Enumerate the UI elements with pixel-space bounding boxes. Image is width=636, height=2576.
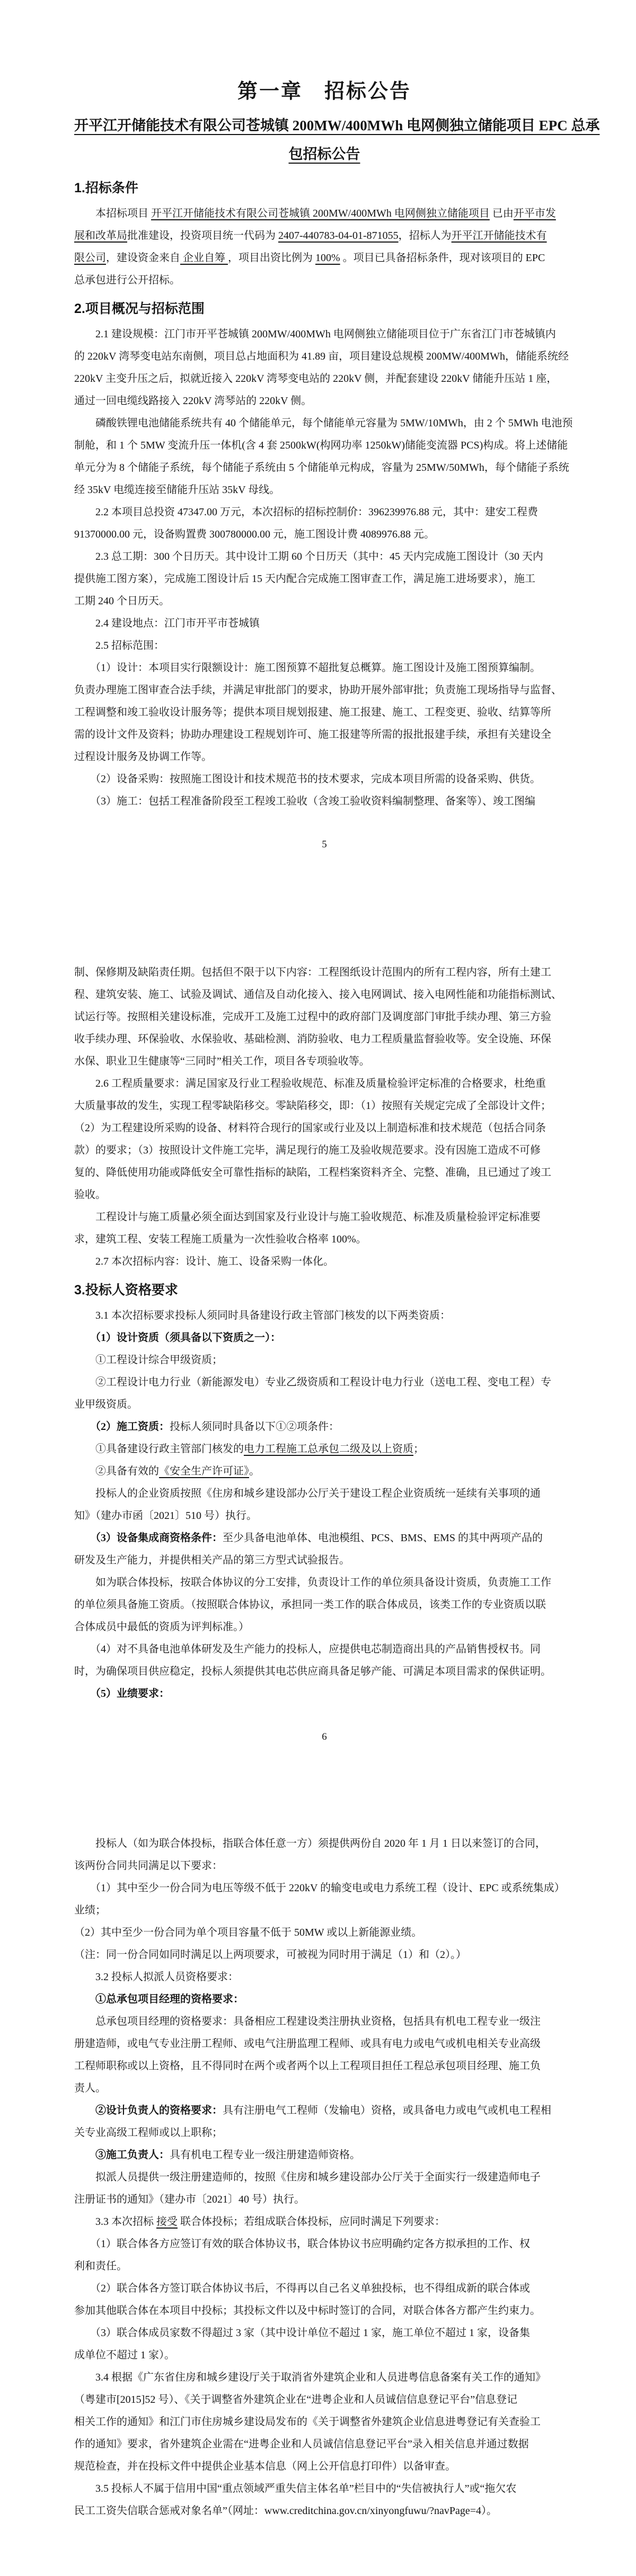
paragraph (74, 323, 575, 412)
bold-text: ②设计负责人的资格要求： (74, 2105, 223, 2116)
text-line: 复的、降低使用功能或降低安全可靠性指标的缺陷，工程档案资料齐全、完整、准确，且已通过了竣工 (74, 1167, 551, 1178)
text-line: 关专业高级工程师或以上职称； (74, 2127, 223, 2139)
text-line: （2）施工资质：投标人须同时具备以下①②项条件： (74, 1421, 339, 1433)
text-line (74, 1327, 575, 1349)
text-line: 2.6 工程质量要求：满足国家及行业工程验收规范、标准及质量检验评定标准的合格要求，杜绝重 (74, 1078, 546, 1089)
underlined-text: 2407-440783-04-01-871055 (278, 230, 399, 241)
document (0, 78, 636, 2522)
text-line: 拟派人员提供一级注册建造师的，按照《住房和城乡建设部办公厅关于全面实行一级建造师电子 (74, 2171, 541, 2183)
text-line: 册建造师，或电气专业注册工程师、或电气注册监理工程师、或具有电力或电气或机电相关专业高级 (74, 2038, 541, 2050)
text-line: 工程调整和竣工验收设计服务等；提供本项目规划报建、施工报建、施工、工程变更、验收、结算等所 (74, 706, 551, 718)
bold-text: （5）业绩要求： (74, 1688, 170, 1700)
text-line: 3.5 投标人不属于信用中国“重点领域严重失信主体名单”栏目中的“失信被执行人”或“拖欠农 (74, 2483, 517, 2494)
text-line: 通过一回电缆线路接入 220kV 湾琴站的 220kV 侧。 (74, 395, 312, 407)
paragraph (74, 1877, 575, 1921)
text-line: 需的设计文件及资料；协助办理建设工程规划许可、施工报建等所需的报批报建手续，承担有关建设全 (74, 729, 551, 740)
text-line: 责人。 (74, 2082, 106, 2094)
paragraph (74, 657, 575, 768)
text-line: 负责办理施工图审查合法手续，并满足审批部门的要求，协助开展外部审批；负责施工现场指导与监督、 (74, 684, 562, 696)
text-line: 的 220kV 湾琴变电站东南侧，项目总占地面积为 41.89 亩，项目建设总规模 200MW/400MWh，储能系统经 (74, 351, 569, 362)
page-number: 6 (322, 1731, 327, 1742)
paragraph (74, 2366, 575, 2477)
text-line: （3）设备集成商资格条件：至少具备电池单体、电池模组、PCS、BMS、EMS 的其中两项产品的 (74, 1532, 543, 1544)
section-heading: 1.招标条件 (74, 181, 138, 195)
text-line: 大质量事故的发生，实现工程零缺陷移交。零缺陷移交，即：（1）按照有关规定完成了全部设计文件； (74, 1100, 551, 1112)
text-line: ②具备有效的《安全生产许可证》。 (74, 1465, 260, 1477)
text-line: 水保、职业卫生健康等“三同时”相关工作，项目各专项验收等。 (74, 1056, 370, 1067)
text-line: 验收。 (74, 1189, 106, 1201)
paragraph (74, 2322, 575, 2366)
text-line: 制舱，和 1 个 5MW 变流升压一体机(含 4 套 2500kW(构网功率 1250kW)储能变流器 PCS)构成。将上述储能 (74, 440, 568, 451)
text-line: ③施工负责人：具有机电工程专业一级注册建造师资格。 (74, 2149, 360, 2161)
paragraph (74, 790, 575, 812)
paragraph (74, 202, 575, 291)
text-line: （1）联合体各方应签订有效的联合体协议书，联合体协议书应明确约定各方拟承担的工作、权 (74, 2238, 530, 2250)
paragraph (74, 1944, 575, 1966)
text-line: 业甲级资质。 (74, 1399, 138, 1410)
text-line: 3.3 本次招标 接受 联合体投标；若组成联合体投标，应同时满足下列要求： (74, 2216, 445, 2228)
paragraph (74, 2010, 575, 2099)
text-line: 作的通知》要求，省外建筑企业需在“进粤企业和人员诚信信息登记平台”录入相关信息并通过数据 (74, 2438, 529, 2450)
paragraph (74, 1460, 575, 1482)
section-heading: 2.项目概况与招标范围 (74, 301, 205, 316)
text-line: （1）设计：本项目实行限额设计：施工图预算不超批复总概算。施工图设计及施工图预算编制。 (74, 662, 541, 674)
bold-text: （1）设计资质（须具备以下资质之一）： (74, 1332, 281, 1344)
text-line: ②设计负责人的资格要求：具有注册电气工程师（发输电）资格，或具备电力或电气或机电工程相 (74, 2105, 551, 2116)
paragraph (74, 1527, 575, 1571)
paragraph (74, 545, 575, 612)
text-line: 展和改革局批准建设，投资项目统一代码为 2407-440783-04-01-871055，招标人为开平江开储能技术有 (74, 230, 547, 241)
text-line: 2.3 总工期：300 个日历天。其中设计工期 60 个日历天（其中：45 天内完成施工图设计（30 天内 (74, 551, 543, 562)
paragraph (74, 2277, 575, 2322)
paragraph (74, 2144, 575, 2166)
paragraph (74, 1416, 575, 1438)
text-line: 规范检查，并在投标文件中提供企业基本信息（网上公开信息打印件）以备审查。 (74, 2461, 456, 2472)
text-line: （2）其中至少一份合同为单个项目容量不低于 50MW 或以上新能源业绩。 (74, 1927, 422, 1938)
text-line: 2.7 本次招标内容：设计、施工、设备采购一体化。 (74, 1256, 334, 1267)
text-line: 磷酸铁锂电池储能系统共有 40 个储能单元，每个储能单元容量为 5MW/10MWh，由 2 个 5MWh 电池预 (74, 417, 573, 429)
chapter-title: 第一章 招标公告 (237, 80, 411, 103)
text-line: （3）施工：包括工程准备阶段至工程竣工验收（含竣工验收资料编制整理、备案等）、竣工图编 (74, 795, 535, 807)
bold-text: （2）施工资质： (74, 1421, 170, 1433)
text-line: 2.4 建设地点：江门市开平市苍城镇 (74, 618, 260, 629)
page-last (74, 1832, 575, 2522)
paragraph (74, 1832, 575, 1877)
paragraph (74, 1988, 575, 2010)
document-subtitle (74, 111, 600, 168)
text-line: 工程设计与施工质量必须全面达到国家及行业设计与施工验收规范、标准及质量检验评定标准要 (74, 1211, 541, 1223)
text-line: 收手续办理、环保验收、水保验收、基础检测、消防验收、电力工程质量监督验收等。安全设施、环保 (74, 1033, 551, 1045)
text-line: 款）的要求；（3）按照设计文件施工完毕，满足现行的施工及验收规范要求。没有因施工造成不可修 (74, 1144, 541, 1156)
pages (74, 176, 575, 2522)
subtitle-line: 包招标公告 (288, 146, 360, 162)
underlined-text: 开平江开储能技术有 (451, 230, 547, 241)
underlined-text: 100% (315, 252, 340, 264)
subtitle-line: 开平江开储能技术有限公司苍城镇 200MW/400MWh 电网侧独立储能项目 EPC 总承 (74, 118, 600, 133)
text-line: 利和责任。 (74, 2260, 127, 2272)
text-line: （1）其中至少一份合同为电压等级不低于 220kV 的输变电或电力系统工程（设计、EPC 或系统集成） (74, 1882, 565, 1894)
page-5 (74, 176, 575, 853)
underlined-text: 限公司 (74, 252, 106, 264)
text-line: 工期 240 个日历天。 (74, 595, 170, 607)
text-line: 成单位不超过 1 家）。 (74, 2349, 175, 2361)
bold-text: ③施工负责人： (74, 2149, 170, 2161)
text-line: 合体成员中最低的资质为评判标准。） (74, 1621, 249, 1633)
text-line: 民工工资失信联合惩戒对象名单”（网址：www.creditchina.gov.cn/xinyongfuwu/?navPage=4）。 (74, 2505, 498, 2517)
text-line: 总承包进行公开招标。 (74, 274, 180, 286)
text-line: 参加其他联合体在本项目中投标；其投标文件以及中标时签订的合同，对联合体各方都产生约束力。 (74, 2305, 541, 2316)
page-6 (74, 961, 575, 1745)
text-line: 投标人的企业资质按照《住房和城乡建设部办公厅关于建设工程企业资质统一延续有关事项的通 (74, 1488, 541, 1499)
text-line: 2.1 建设规模：江门市开平苍城镇 200MW/400MWh 电网侧独立储能项目位于广东省江门市苍城镇内 (74, 328, 556, 340)
paragraph (74, 1371, 575, 1416)
text-line: （2）为工程建设所采购的设备、材料符合现行的国家或行业及以上制造标准和技术规范（包括合同条 (74, 1122, 546, 1134)
text-line: （3）联合体成员家数不得超过 3 家（其中设计单位不超过 1 家，施工单位不超过 1 家，设备集 (74, 2327, 530, 2339)
paragraph (74, 2099, 575, 2144)
text-line: 限公司，建设资金来自 企业自筹 ，项目出资比例为 100% 。项目已具备招标条件，现对该项目的 EPC (74, 252, 545, 264)
underlined-text: 《安全生产许可证》 (159, 1465, 249, 1477)
text-line: （粤建市[2015]52 号）、《关于调整省外建筑企业在“进粤企业和人员诚信信息登记平台”信息登记 (74, 2394, 518, 2405)
paragraph (74, 1349, 575, 1371)
text-line: 220kV 主变升压之后，拟就近接入 220kV 湾琴变电站的 220kV 侧，并配套建设 220kV 储能升压站 1 座， (74, 373, 558, 384)
paragraph (74, 1072, 575, 1206)
text-line: （2）联合体各方签订联合体协议书后，不得再以自己名义单独投标，也不得组成新的联合体或 (74, 2283, 530, 2294)
text-line: 如为联合体投标，按联合体协议的分工安排，负责设计工作的单位须具备设计资质，负责施工工作 (74, 1577, 551, 1588)
text-line (74, 1683, 575, 1705)
text-line: 本招标项目 开平江开储能技术有限公司苍城镇 200MW/400MWh 电网侧独立储能项目 已由开平市发 (74, 208, 556, 219)
section-heading: 3.投标人资格要求 (74, 1283, 178, 1298)
text-line: （2）设备采购：按照施工图设计和技术规范书的技术要求，完成本项目所需的设备采购、供货。 (74, 773, 541, 785)
text-line: 时，为确保项目供应稳定，投标人须提供其电芯供应商具备足够产能、可满足本项目需求的保供证明。 (74, 1666, 551, 1677)
text-line: （4）对不具备电池单体研发及生产能力的投标人，应提供电芯制造商出具的产品销售授权书。同 (74, 1643, 541, 1655)
paragraph (74, 1638, 575, 1683)
text-line: 程、建筑安装、施工、试验及调试、通信及自动化接入、接入电网调试、接入电网性能和功能指标测试、 (74, 989, 562, 1000)
text-line: ①具备建设行政主管部门核发的电力工程施工总承包二级及以上资质； (74, 1443, 424, 1455)
text-line: 单元分为 8 个储能子系统，每个储能子系统由 5 个储能单元构成，容量为 25MW/50MWh，每个储能子系统 (74, 462, 569, 473)
paragraph (74, 1571, 575, 1638)
underlined-text: 电力工程施工总承包二级及以上资质 (244, 1443, 413, 1455)
underlined-text: 企业自筹 (180, 252, 228, 264)
text-line: 经 35kV 电缆连接至储能升压站 35kV 母线。 (74, 484, 280, 496)
text-line: 总承包项目经理的资格要求：具备相应工程建设类注册执业资格，包括具有机电工程专业一级注 (74, 2016, 541, 2027)
text-line: 知》（建办市函〔2021〕510 号）执行。 (74, 1510, 257, 1522)
text-line: ①工程设计综合甲级资质； (74, 1354, 223, 1366)
underlined-text: 接受 (156, 2216, 178, 2228)
text-line: 相关工作的通知》和江门市住房城乡建设局发布的《关于调整省外建筑企业信息进粤登记有关查验工 (74, 2416, 541, 2428)
paragraph (74, 2477, 575, 2522)
text-line: ②工程设计电力行业（新能源发电）专业乙级资质和工程设计电力行业（送电工程、变电工程）专 (74, 1376, 551, 1388)
text-line: 的单位须具备施工资质。（按照联合体协议，承担同一类工作的联合体成员，该类工作的专业资质以联 (74, 1599, 546, 1611)
paragraph (74, 1438, 575, 1460)
paragraph (74, 1966, 575, 1988)
text-line: 91370000.00 元，设备购置费 300780000.00 元，施工图设计费 4089976.88 元。 (74, 529, 435, 540)
bold-text: ①总承包项目经理的资格要求： (74, 1993, 244, 2005)
text-line: 试运行等。按照相关建设标准，完成开工及施工过程中的政府部门及调度部门审批手续办理、第三方验 (74, 1011, 551, 1023)
page-number: 5 (322, 839, 327, 850)
text-line: 制、保修期及缺陷责任期。包括但不限于以下内容：工程图纸设计范围内的所有工程内容，所有土建工 (74, 967, 551, 978)
paragraph (74, 1304, 575, 1327)
paragraph (74, 961, 575, 1072)
paragraph (74, 634, 575, 657)
text-line: 该两份合同共同满足以下要求： (74, 1860, 223, 1872)
paragraph (74, 768, 575, 790)
text-line: 求，建筑工程、安装工程施工质量为一次性验收合格率 100%。 (74, 1233, 367, 1245)
paragraph (74, 1683, 575, 1705)
text-line: 提供施工图方案），完成施工图设计后 15 天内配合完成施工图审查工作，满足施工进场要求），施工 (74, 573, 535, 585)
text-line: 业绩； (74, 1904, 106, 1916)
text-line: 3.4 根据《广东省住房和城乡建设厅关于取消省外建筑企业和人员进粤信息备案有关工作的通知》 (74, 2372, 546, 2383)
bold-text: （3）设备集成商资格条件： (74, 1532, 223, 1544)
paragraph (74, 2233, 575, 2277)
paragraph (74, 501, 575, 545)
paragraph (74, 412, 575, 501)
text-line: 2.5 招标范围： (74, 640, 164, 651)
text-line: 3.2 投标人拟派人员资格要求： (74, 1971, 238, 1983)
text-line: （注：同一份合同如同时满足以上两项要求，可被视为同时用于满足（1）和（2）。） (74, 1949, 466, 1961)
text-line (74, 1988, 575, 2010)
paragraph (74, 1921, 575, 1944)
text-line: 工程师职称或以上资格，且不得同时在两个或者两个以上工程项目担任工程总承包项目经理、施工负 (74, 2060, 541, 2072)
text-line: 研发及生产能力，并提供相关产品的第三方型式试验报告。 (74, 1554, 350, 1566)
paragraph (74, 1250, 575, 1273)
paragraph (74, 1327, 575, 1349)
text-line: 3.1 本次招标要求投标人须同时具备建设行政主管部门核发的以下两类资质： (74, 1310, 450, 1321)
paragraph (74, 2211, 575, 2233)
underlined-text: 展和改革局 (74, 230, 127, 241)
underlined-text: 开平市发 (513, 208, 556, 219)
text-line: 2.2 本项目总投资 47347.00 万元，本次招标的招标控制价：396239976.88 元，其中：建安工程费 (74, 506, 538, 518)
paragraph (74, 612, 575, 634)
text-line: 过程设计服务及协调工作等。 (74, 751, 212, 763)
text-line: 投标人（如为联合体投标，指联合体任意一方）须提供两份自 2020 年 1 月 1 日以来签订的合同， (74, 1838, 546, 1849)
text-line: 注册证书的通知》（建办市〔2021〕40 号）执行。 (74, 2194, 305, 2205)
paragraph (74, 2166, 575, 2211)
paragraph (74, 1482, 575, 1527)
underlined-text: 开平江开储能技术有限公司苍城镇 200MW/400MWh 电网侧独立储能项目 (151, 208, 490, 219)
paragraph (74, 1206, 575, 1250)
